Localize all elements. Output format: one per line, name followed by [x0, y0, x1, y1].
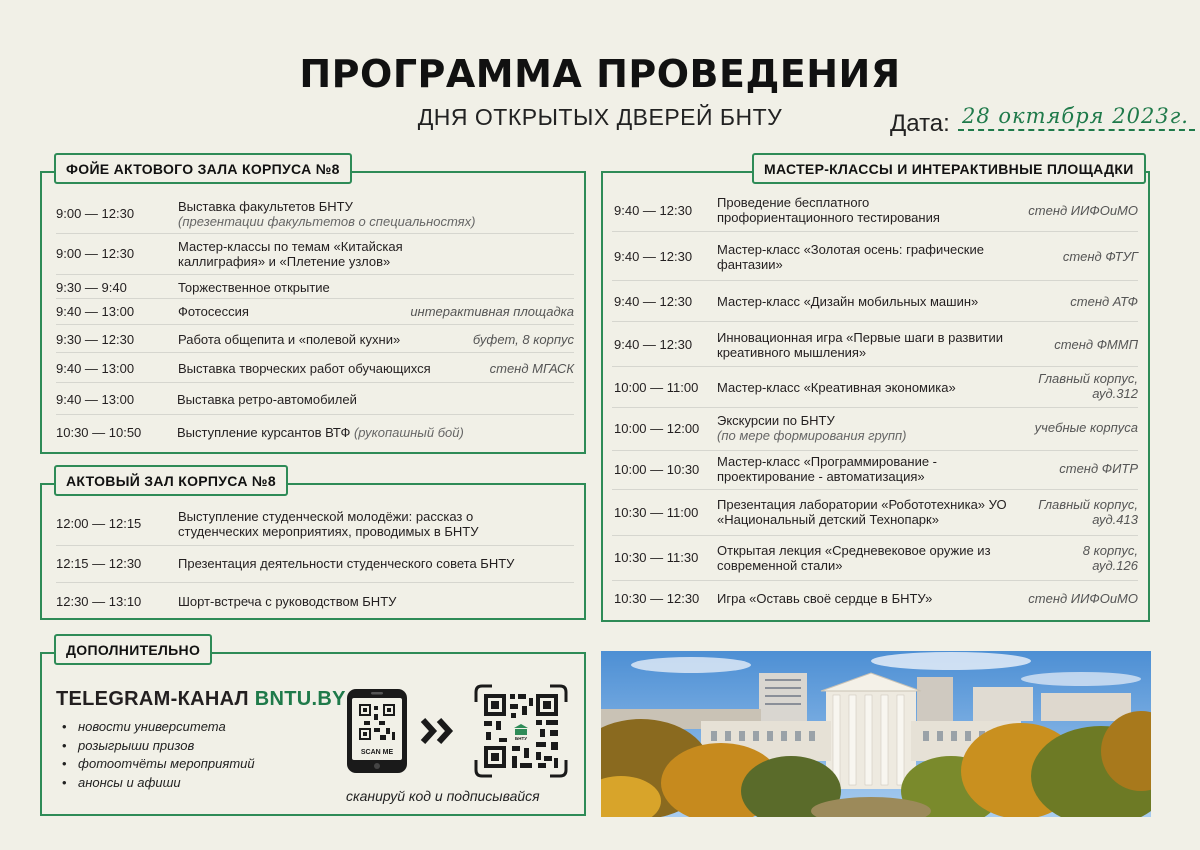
row-description	[717, 413, 1017, 443]
row-time: 9:40 — 12:30	[614, 337, 693, 352]
qr-code-icon[interactable]	[474, 684, 568, 778]
list-item: • анонсы и афиши	[62, 774, 255, 793]
row-place: стенд ФИТР	[1059, 461, 1138, 476]
qr-badge-text: БНТУ	[514, 736, 528, 741]
row-title: Выставка факультетов БНТУ	[178, 199, 353, 214]
row-place: интерактивная площадка	[410, 304, 574, 319]
row-time: 9:40 — 12:30	[614, 249, 693, 264]
row-title: Мастер-класс «Дизайн мобильных машин»	[717, 294, 979, 309]
row-note: (по мере формирования групп)	[717, 428, 907, 443]
schedule-row	[612, 490, 1138, 536]
phone-scan-icon	[346, 688, 408, 774]
row-title: Проведение бесплатного профориентационного тестирования	[717, 195, 940, 225]
row-place: 8 корпус, ауд.126	[1082, 543, 1138, 573]
schedule-row	[56, 325, 574, 353]
chevron-right-icon	[420, 716, 456, 746]
row-title: Работа общепита и «полевой кухни»	[178, 332, 401, 347]
page-title: ПРОГРАММА ПРОВЕДЕНИЯ	[299, 52, 901, 96]
row-title: Фотосессия	[178, 304, 249, 319]
row-title: Мастер-класс «Креативная экономика»	[717, 380, 956, 395]
row-time: 9:00 — 12:30	[56, 246, 135, 261]
schedule-row	[612, 232, 1138, 281]
row-place: учебные корпуса	[1034, 420, 1138, 435]
schedule-row	[56, 299, 574, 325]
hall-section-title: АКТОВЫЙ ЗАЛ КОРПУСА №8	[54, 465, 288, 496]
schedule-row	[612, 536, 1138, 581]
additional-section-title: ДОПОЛНИТЕЛЬНО	[54, 634, 212, 665]
list-item: • фотоотчёты мероприятий	[62, 755, 255, 774]
schedule-row	[56, 275, 574, 299]
row-description	[178, 199, 578, 229]
row-place: Главный корпус, ауд.312	[1038, 371, 1138, 401]
row-time: 10:30 — 12:30	[614, 591, 700, 606]
row-place: Главный корпус, ауд.413	[1038, 497, 1138, 527]
row-place: стенд ФТУГ	[1062, 249, 1138, 264]
schedule-row	[612, 322, 1138, 367]
date-value: 28 октября 2023г.	[958, 104, 1195, 131]
row-time: 12:00 — 12:15	[56, 516, 142, 531]
row-time: 9:40 — 12:30	[614, 203, 693, 218]
row-title: Мастер-класс «Золотая осень: графические фантазии»	[717, 242, 984, 272]
campus-photo	[601, 651, 1151, 817]
row-time: 12:30 — 13:10	[56, 594, 142, 609]
row-time: 12:15 — 12:30	[56, 556, 142, 571]
list-item: • новости университета	[62, 718, 255, 737]
row-title: Игра «Оставь своё сердце в БНТУ»	[717, 591, 933, 606]
row-time: 10:30 — 11:00	[614, 505, 699, 520]
schedule-row	[612, 408, 1138, 451]
row-time: 10:00 — 10:30	[614, 462, 700, 477]
row-time: 10:30 — 11:30	[614, 550, 699, 565]
row-time: 9:40 — 13:00	[56, 392, 135, 407]
page-subtitle: ДНЯ ОТКРЫТЫХ ДВЕРЕЙ БНТУ	[417, 104, 783, 130]
row-title: Шорт-встреча с руководством БНТУ	[178, 594, 397, 609]
row-title: Инновационная игра «Первые шаги в развитии креативного мышления»	[717, 330, 1004, 360]
row-time: 10:00 — 12:00	[614, 421, 700, 436]
row-place: стенд ИИФОиМО	[1028, 203, 1138, 218]
row-place: стенд МГАСК	[489, 361, 574, 376]
schedule-row	[612, 367, 1138, 408]
schedule-row	[612, 451, 1138, 490]
row-title: Презентация деятельности студенческого совета БНТУ	[178, 556, 515, 571]
row-time: 10:00 — 11:00	[614, 380, 699, 395]
row-time: 9:40 — 12:30	[614, 294, 693, 309]
row-note: (рукопашный бой)	[353, 425, 464, 440]
schedule-row	[56, 353, 574, 383]
row-place: стенд АТФ	[1070, 294, 1138, 309]
date-label: Дата:	[890, 110, 950, 137]
schedule-row	[56, 383, 574, 415]
row-note: (презентации факультетов о специальностях)	[178, 214, 476, 229]
schedule-row	[56, 503, 574, 546]
row-time: 10:30 — 10:50	[56, 425, 142, 440]
row-time: 9:40 — 13:00	[56, 361, 135, 376]
row-title: Экскурсии по БНТУ	[717, 413, 835, 428]
schedule-row	[612, 581, 1138, 617]
schedule-row	[56, 415, 574, 449]
schedule-row	[56, 196, 574, 234]
row-time: 9:40 — 13:00	[56, 304, 135, 319]
row-time: 9:30 — 9:40	[56, 280, 127, 295]
row-title: Мастер-классы по темам «Китайская каллиграфия» и «Плетение узлов»	[178, 239, 403, 269]
telegram-bullets	[62, 718, 255, 792]
row-place: буфет, 8 корпус	[472, 332, 574, 347]
schedule-row	[56, 583, 574, 617]
schedule-row	[612, 189, 1138, 232]
scan-me-text: SCAN ME	[360, 749, 394, 756]
foyer-section-title: ФОЙЕ АКТОВОГО ЗАЛА КОРПУСА №8	[54, 153, 352, 184]
row-title: Выступление студенческой молодёжи: рассказ о студенческих мероприятиях, проводимых в БНТУ	[178, 509, 479, 539]
masterclasses-section-title: МАСТЕР-КЛАССЫ И ИНТЕРАКТИВНЫЕ ПЛОЩАДКИ	[752, 153, 1146, 184]
row-place: стенд ФММП	[1054, 337, 1138, 352]
scan-caption: сканируй код и подписывайся	[346, 788, 540, 804]
row-title: Презентация лаборатории «Робототехника» УО «Национальный детский Технопарк»	[717, 497, 1007, 527]
row-title: Открытая лекция «Средневековое оружие из современной стали»	[717, 543, 991, 573]
row-time: 9:00 — 12:30	[56, 206, 135, 221]
row-place: стенд ИИФОиМО	[1028, 591, 1138, 606]
row-title: Мастер-класс «Программирование - проектирование - автоматизация»	[717, 454, 937, 484]
schedule-row	[56, 234, 574, 275]
row-description	[177, 425, 567, 440]
telegram-heading	[56, 688, 346, 711]
row-title: Торжественное открытие	[178, 280, 330, 295]
telegram-handle[interactable]: BNTU.BY	[254, 688, 346, 710]
schedule-row	[612, 281, 1138, 322]
schedule-row	[56, 546, 574, 583]
row-title: Выставка творческих работ обучающихся	[178, 361, 431, 376]
row-time: 9:30 — 12:30	[56, 332, 135, 347]
list-item: • розыгрыши призов	[62, 737, 255, 756]
telegram-label: TELEGRAM-КАНАЛ	[56, 688, 249, 710]
row-title: Выставка ретро-автомобилей	[177, 392, 357, 407]
row-title: Выступление курсантов ВТФ	[177, 425, 351, 440]
